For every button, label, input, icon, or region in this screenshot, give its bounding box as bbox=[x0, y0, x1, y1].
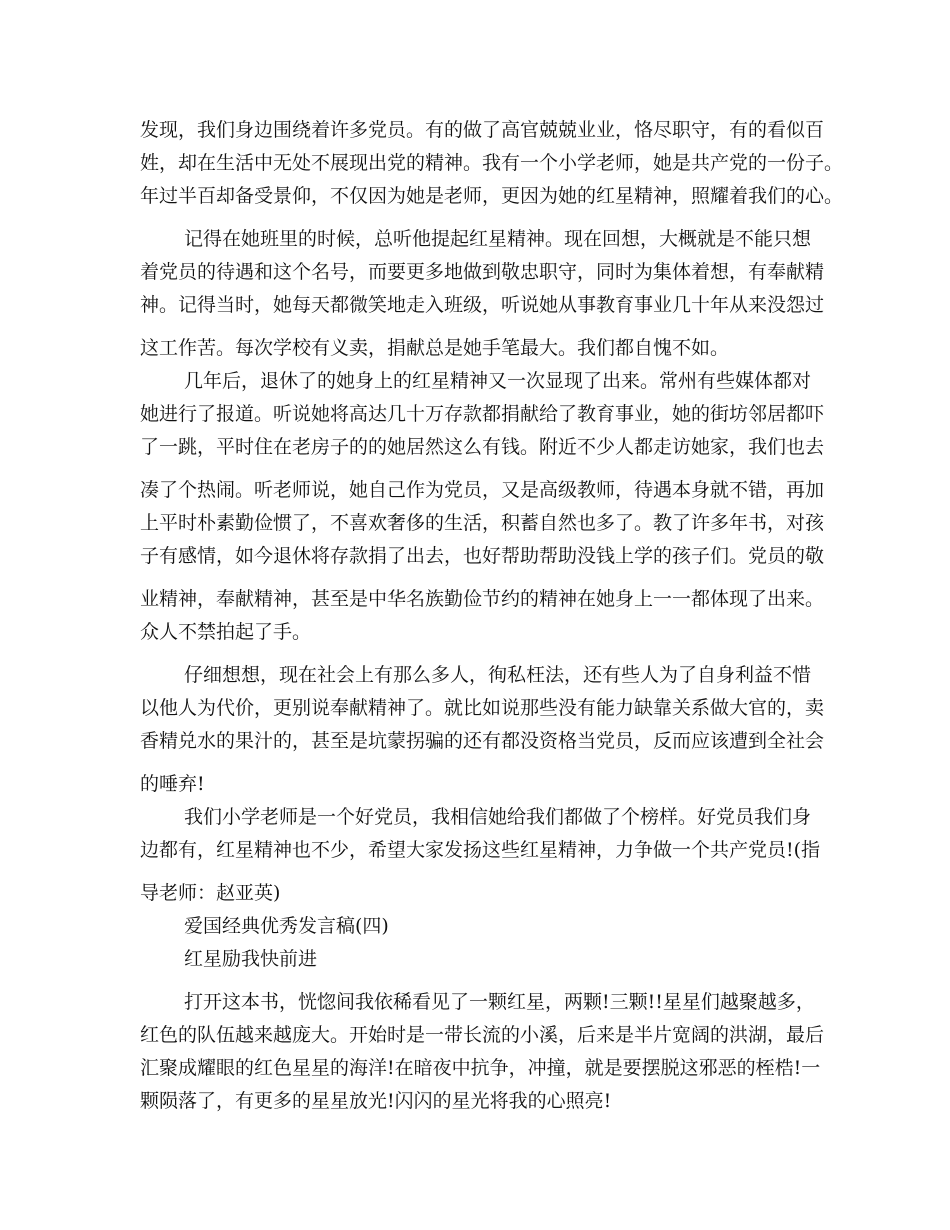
text-line: 仔细想想，现在社会上有那么多人，徇私枉法，还有些人为了自身利益不惜 bbox=[184, 664, 812, 686]
text-line: 着党员的待遇和这个名号，而要更多地做到敬忠职守，同时为集体着想，有奉献精 bbox=[140, 261, 825, 283]
text-line: 凑了个热闹。听老师说，她自己作为党员，又是高级教师，待遇本身就不错，再加 bbox=[140, 479, 825, 501]
text-line: 的唾弃! bbox=[140, 773, 205, 795]
text-line: 导老师：赵亚英) bbox=[140, 882, 281, 904]
text-line: 边都有，红星精神也不少，希望大家发扬这些红星精神，力争做一个共产党员!(指 bbox=[140, 839, 821, 861]
text-line: 姓，却在生活中无处不展现出党的精神。我有一个小学老师，她是共产党的一份子。 bbox=[140, 152, 844, 174]
text-line: 汇聚成耀眼的红色星星的海洋!在暗夜中抗争，冲撞，就是要摆脱这邪恶的桎梏!一 bbox=[140, 1057, 821, 1079]
section-heading: 爱国经典优秀发言稿(四) bbox=[184, 915, 389, 937]
text-line: 众人不禁拍起了手。 bbox=[140, 621, 312, 643]
text-line: 业精神，奉献精神，甚至是中华名族勤俭节约的精神在她身上一一都体现了出来。 bbox=[140, 588, 825, 610]
text-line: 年过半百却备受景仰，不仅因为她是老师，更因为她的红星精神，照耀着我们的心。 bbox=[140, 185, 844, 207]
article-title: 红星励我快前进 bbox=[184, 948, 318, 970]
text-line: 颗陨落了，有更多的星星放光!闪闪的星光将我的心照亮! bbox=[140, 1090, 612, 1112]
text-line: 神。记得当时，她每天都微笑地走入班级，听说她从事教育事业几十年从来没怨过 bbox=[140, 294, 825, 316]
text-line: 香精兑水的果汁的，甚至是坑蒙拐骗的还有都没资格当党员，反而应该遭到全社会 bbox=[140, 730, 825, 752]
text-line: 这工作苦。每次学校有义卖，捐献总是她手笔最大。我们都自愧不如。 bbox=[140, 337, 730, 359]
text-line: 了一跳，平时住在老房子的的她居然这么有钱。附近不少人都走访她家，我们也去 bbox=[140, 436, 825, 458]
text-line: 子有感情，如今退休将存款捐了出去，也好帮助帮助没钱上学的孩子们。党员的敬 bbox=[140, 545, 825, 567]
text-line: 她进行了报道。听说她将高达几十万存款都捐献给了教育事业，她的街坊邻居都吓 bbox=[140, 403, 825, 425]
text-line: 发现，我们身边围绕着许多党员。有的做了高官兢兢业业，恪尽职守，有的看似百 bbox=[140, 119, 825, 141]
text-line: 我们小学老师是一个好党员，我相信她给我们都做了个榜样。好党员我们身 bbox=[184, 806, 812, 828]
text-line: 记得在她班里的时候，总听他提起红星精神。现在回想，大概就是不能只想 bbox=[184, 228, 812, 250]
text-line: 上平时朴素勤俭惯了，不喜欢奢侈的生活，积蓄自然也多了。教了许多年书，对孩 bbox=[140, 512, 825, 534]
text-line: 红色的队伍越来越庞大。开始时是一带长流的小溪，后来是半片宽阔的洪湖，最后 bbox=[140, 1024, 825, 1046]
text-line: 打开这本书，恍惚间我依稀看见了一颗红星，两颗!三颗!!星星们越聚越多， bbox=[184, 991, 815, 1013]
text-line: 几年后，退休了的她身上的红星精神又一次显现了出来。常州有些媒体都对 bbox=[184, 370, 812, 392]
text-line: 以他人为代价，更别说奉献精神了。就比如说那些没有能力缺靠关系做大官的，卖 bbox=[140, 697, 825, 719]
